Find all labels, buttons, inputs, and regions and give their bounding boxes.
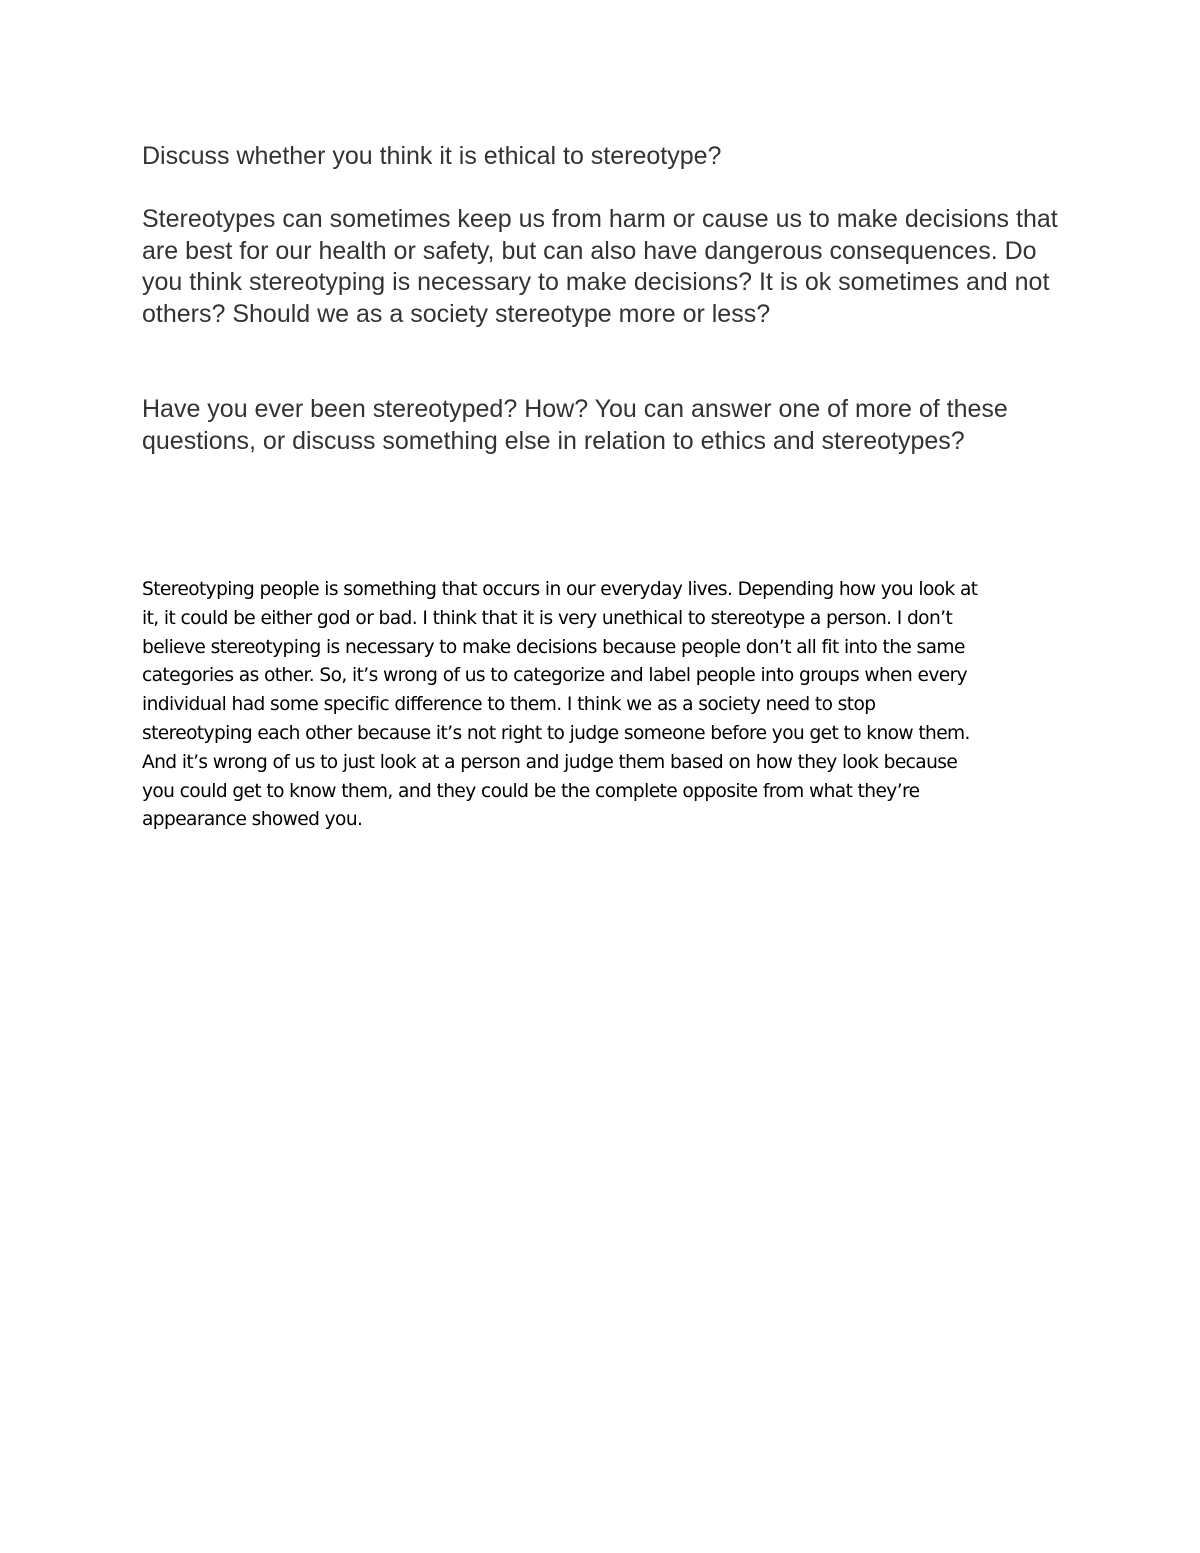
answer-line: believe stereotyping is necessary to make decisions because people don’t all fit into the same [142,636,965,658]
prompt-paragraph-2: Have you ever been stereotyped? How? You can answer one of more of these questions, or discuss something else in relation to ethics and stereotypes? [142,395,1008,455]
answer-line: Stereotyping people is something that occurs in our everyday lives. Depending how you look at [142,579,978,600]
answer-line: you could get to know them, and they could be the complete opposite from what they’re [142,780,920,802]
answer-line: individual had some specific difference to them. I think we as a society need to stop [142,694,876,716]
answer-line: stereotyping each other because it’s not right to judge someone before you get to know them. [142,722,970,744]
prompt-paragraph-1: Stereotypes can sometimes keep us from harm or cause us to make decisions that are best for our health or safety, but can also have dangerous consequences. Do you think stereotyping is necessary to make decisions? It is ok sometimes and not others? Should we as a society stereotype more or less? [142,205,1058,328]
answer-line: it, it could be either god or bad. I think that it is very unethical to stereotype a person. I don’t [142,607,953,629]
answer-line: categories as other. So, it’s wrong of us to categorize and label people into groups when every [142,665,968,687]
answer-line: appearance showed you. [142,809,363,831]
prompt-title: Discuss whether you think it is ethical to stereotype? [142,142,722,170]
answer-paragraph [142,576,1057,835]
answer-line: And it’s wrong of us to just look at a person and judge them based on how they look because [142,751,958,773]
